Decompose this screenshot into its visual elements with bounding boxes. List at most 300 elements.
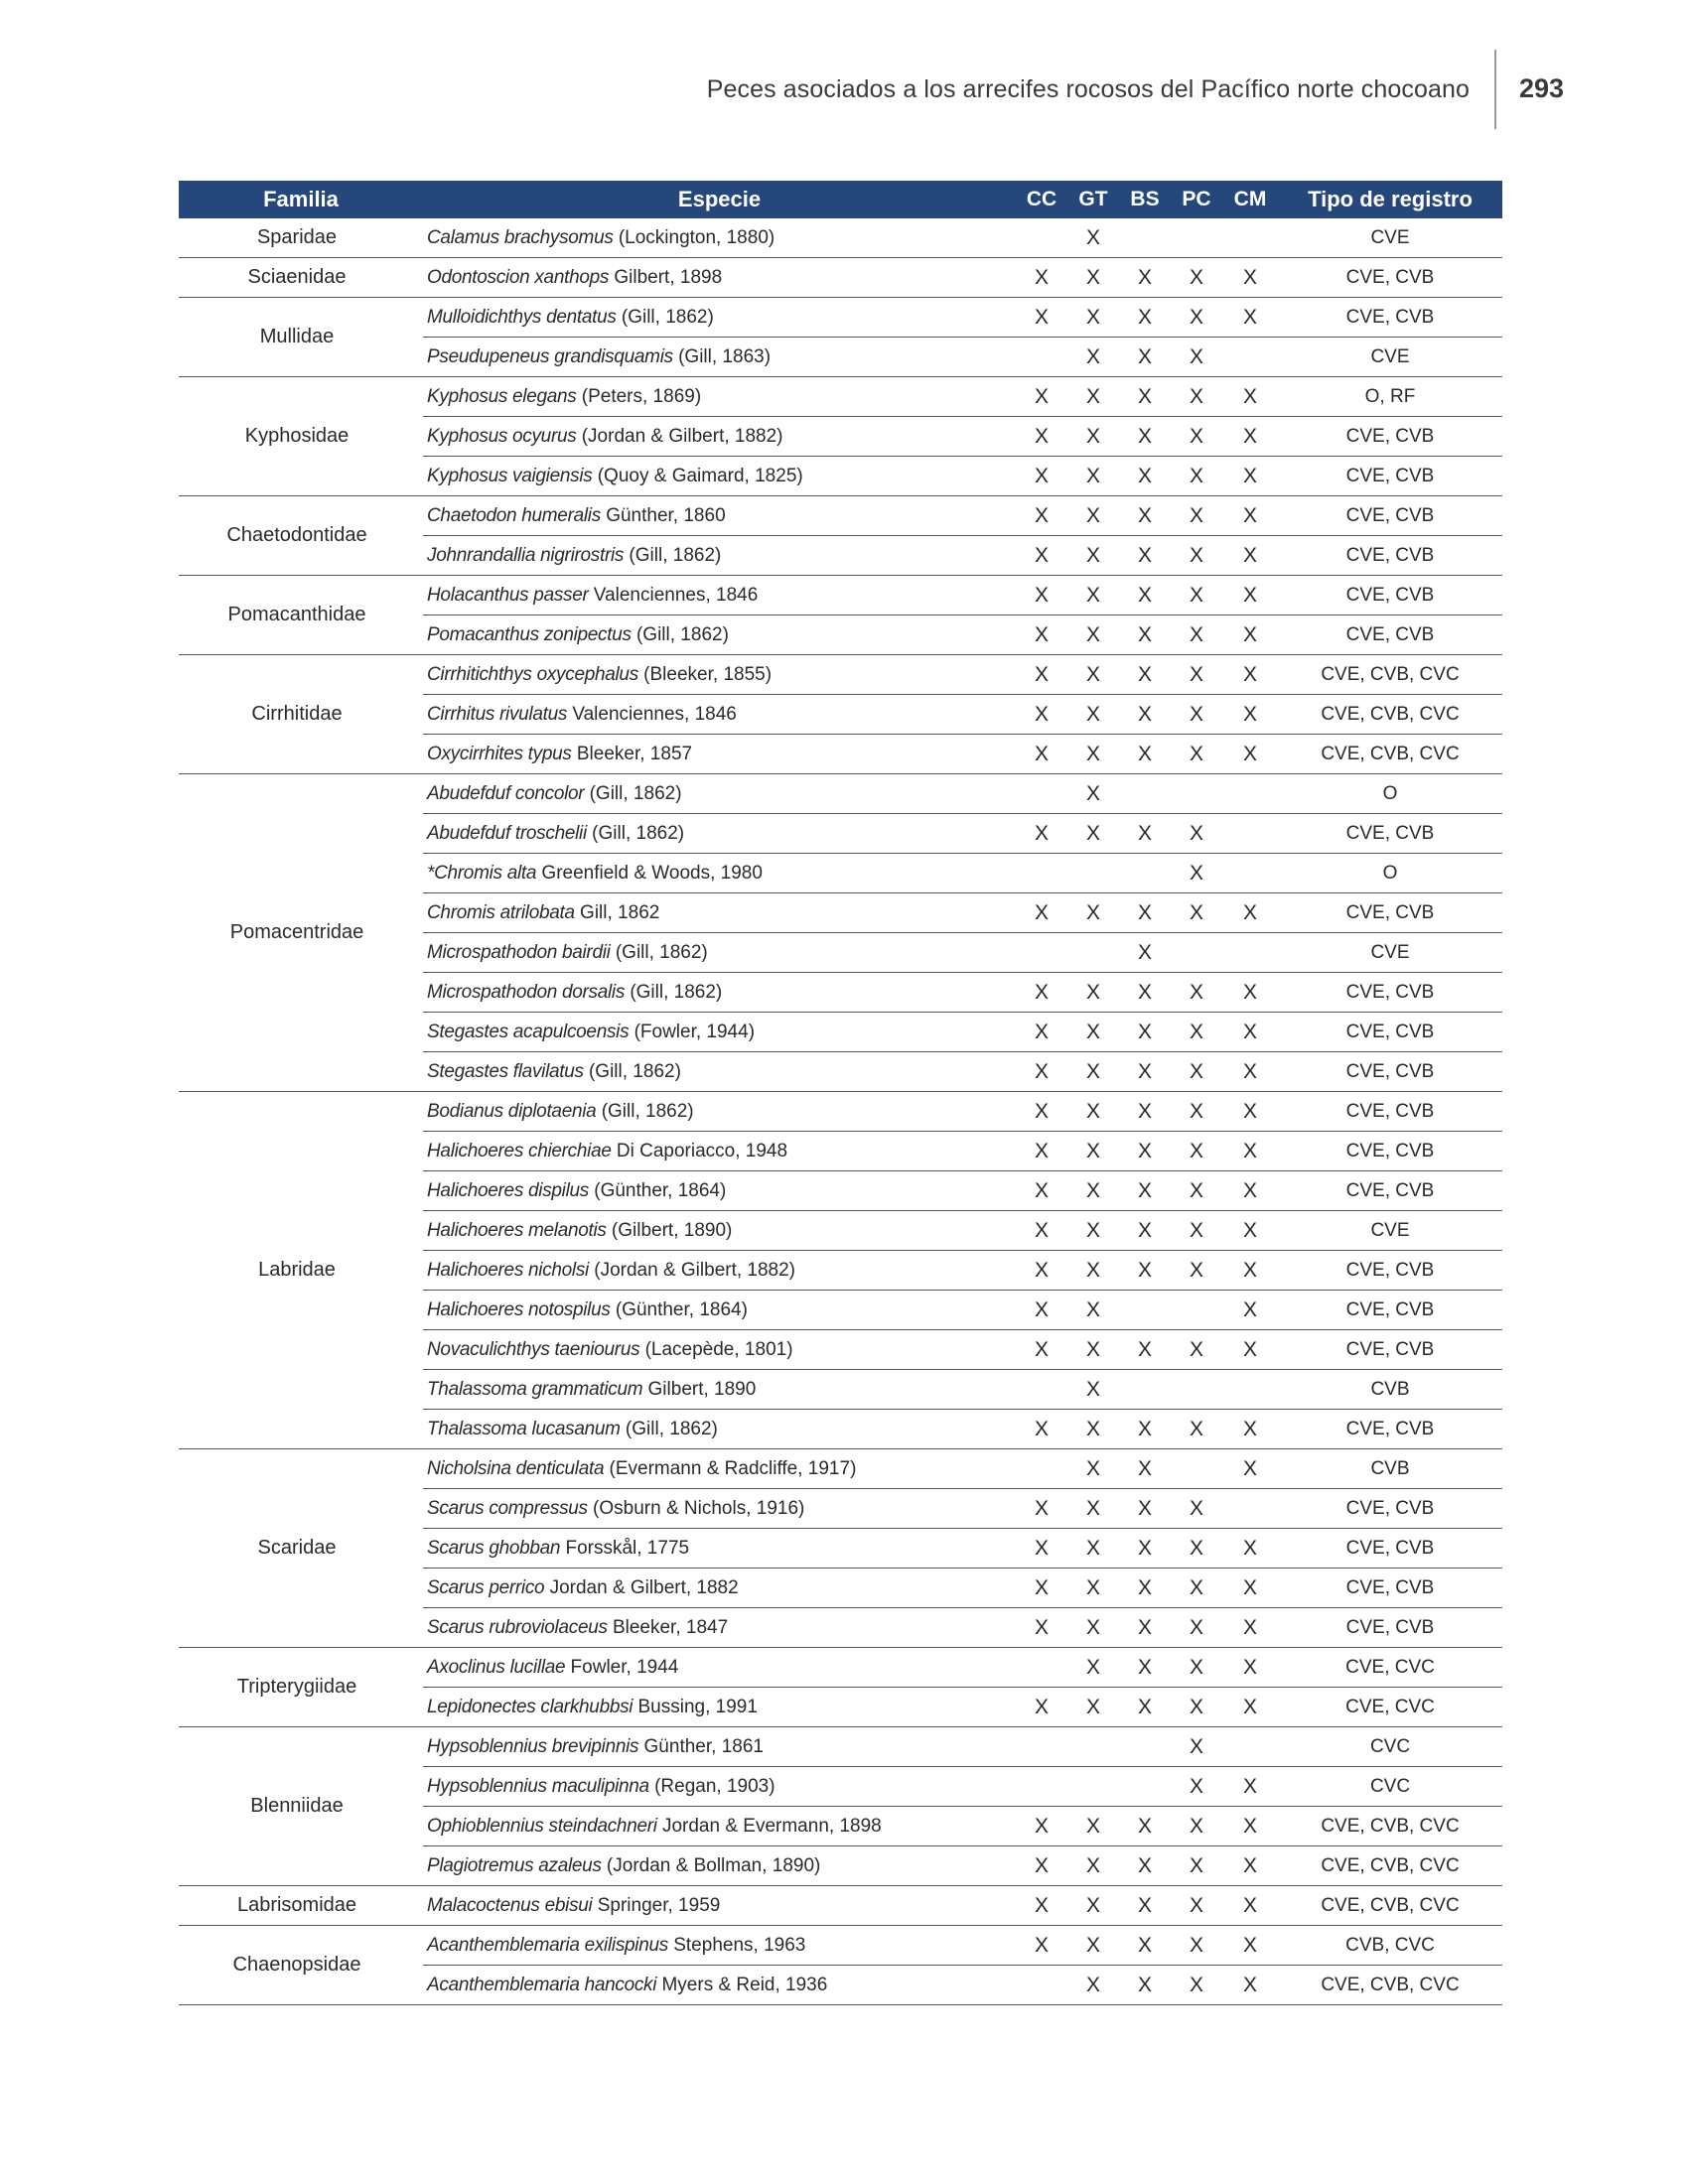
cell-cm: X xyxy=(1242,662,1257,686)
species-name: Halichoeres melanotis xyxy=(427,1219,607,1241)
table-row xyxy=(423,1329,1502,1369)
cell-cc: X xyxy=(1034,702,1049,726)
cell-cc: X xyxy=(1034,1337,1049,1361)
cell-pc: X xyxy=(1189,1814,1203,1838)
family-group xyxy=(179,1727,1502,1886)
family-name: Blenniidae xyxy=(250,1795,344,1817)
cell-cc: X xyxy=(1034,1814,1049,1838)
col-especie: Especie xyxy=(677,187,762,211)
species-cell xyxy=(423,1538,1016,1560)
cell-cc: X xyxy=(1034,1853,1049,1877)
cell-cm: X xyxy=(1242,503,1257,527)
cell-tipo: CVB, CVC xyxy=(1345,1934,1435,1956)
species-cell xyxy=(423,1101,1016,1123)
cell-cm: X xyxy=(1242,464,1257,487)
family-name: Tripterygiidae xyxy=(236,1676,357,1698)
cell-cc: X xyxy=(1034,1297,1049,1321)
table-row xyxy=(423,258,1502,297)
cell-bs: X xyxy=(1137,1417,1152,1440)
species-name: Thalassoma grammaticum xyxy=(427,1378,643,1400)
species-name: Halichoeres notospilus xyxy=(427,1298,611,1320)
cell-gt: X xyxy=(1085,1853,1100,1877)
cell-tipo: CVE, CVB xyxy=(1345,306,1435,328)
species-cell xyxy=(423,1141,1016,1162)
table-row xyxy=(423,337,1502,376)
cell-cc: X xyxy=(1034,1615,1049,1639)
species-name: Acanthemblemaria exilispinus xyxy=(427,1934,668,1956)
table-row xyxy=(423,1250,1502,1290)
cell-cm: X xyxy=(1242,1695,1257,1718)
species-cell xyxy=(423,1220,1016,1242)
cell-gt: X xyxy=(1085,980,1100,1004)
species-author: Valenciennes, 1846 xyxy=(567,703,737,725)
cell-gt: X xyxy=(1085,1377,1100,1401)
species-name: Kyphosus ocyurus xyxy=(427,425,577,447)
species-name: Abudefduf concolor xyxy=(427,782,585,804)
cell-gt: X xyxy=(1085,384,1100,408)
species-author: (Gill, 1862) xyxy=(620,1418,718,1439)
cell-gt: X xyxy=(1085,742,1100,765)
cell-gt: X xyxy=(1085,1020,1100,1043)
cell-pc: X xyxy=(1189,662,1203,686)
species-author: Springer, 1959 xyxy=(592,1894,721,1916)
cell-bs: X xyxy=(1137,1099,1152,1123)
cell-gt: X xyxy=(1085,1417,1100,1440)
cell-cm: X xyxy=(1242,1853,1257,1877)
family-group xyxy=(179,1926,1502,2005)
cell-cm: X xyxy=(1242,1218,1257,1242)
species-cell xyxy=(423,267,1016,289)
cell-tipo: CVE, CVB xyxy=(1345,584,1435,606)
species-name: Cirrhitus rivulatus xyxy=(427,703,568,725)
species-name: Thalassoma lucasanum xyxy=(427,1418,621,1439)
table-row xyxy=(423,218,1502,257)
cell-bs: X xyxy=(1137,662,1152,686)
cell-cm: X xyxy=(1242,980,1257,1004)
cell-bs: X xyxy=(1137,1575,1152,1599)
cell-gt: X xyxy=(1085,225,1100,249)
cell-bs: X xyxy=(1137,1337,1152,1361)
cell-bs: X xyxy=(1137,742,1152,765)
family-name: Sciaenidae xyxy=(247,266,347,288)
cell-cm: X xyxy=(1242,384,1257,408)
cell-gt: X xyxy=(1085,464,1100,487)
cell-bs: X xyxy=(1137,1258,1152,1282)
table-row xyxy=(423,1449,1502,1488)
col-tipo: Tipo de registro xyxy=(1308,187,1473,211)
cell-tipo: CVC xyxy=(1369,1735,1411,1757)
cell-bs: X xyxy=(1137,1853,1152,1877)
species-cell xyxy=(423,346,1016,368)
cell-bs: X xyxy=(1137,1178,1152,1202)
cell-bs: X xyxy=(1137,464,1152,487)
species-author: Fowler, 1944 xyxy=(565,1656,679,1678)
cell-bs: X xyxy=(1137,1973,1152,1996)
cell-gt: X xyxy=(1085,662,1100,686)
cell-cm: X xyxy=(1242,1536,1257,1560)
species-author: (Jordan & Gilbert, 1882) xyxy=(576,425,783,447)
cell-cc: X xyxy=(1034,1059,1049,1083)
cell-tipo: CVE, CVB xyxy=(1345,1576,1435,1598)
species-cell xyxy=(423,1895,1016,1917)
family-name: Cirrhitidae xyxy=(251,703,343,725)
cell-gt: X xyxy=(1085,1893,1100,1917)
table-row xyxy=(423,1210,1502,1250)
cell-cc: X xyxy=(1034,1218,1049,1242)
species-name: Hypsoblennius brevipinnis xyxy=(427,1735,639,1757)
cell-bs: X xyxy=(1137,543,1152,567)
species-author: (Gill, 1862) xyxy=(596,1100,694,1122)
cell-bs: X xyxy=(1137,900,1152,924)
cell-bs: X xyxy=(1137,622,1152,646)
family-group xyxy=(179,258,1502,298)
cell-cm: X xyxy=(1242,1575,1257,1599)
species-name: Pseudupeneus grandisquamis xyxy=(427,345,673,367)
cell-gt: X xyxy=(1085,622,1100,646)
cell-cc: X xyxy=(1034,1139,1049,1162)
table-row xyxy=(423,1886,1502,1925)
cell-gt: X xyxy=(1085,1695,1100,1718)
table-header xyxy=(179,181,1502,218)
cell-pc: X xyxy=(1189,1337,1203,1361)
cell-tipo: CVE, CVB xyxy=(1345,623,1435,645)
cell-tipo: CVE xyxy=(1370,941,1410,963)
cell-pc: X xyxy=(1189,1218,1203,1242)
species-cell xyxy=(423,1299,1016,1321)
cell-pc: X xyxy=(1189,1734,1203,1758)
species-name: Nicholsina denticulata xyxy=(427,1457,605,1479)
cell-gt: X xyxy=(1085,1178,1100,1202)
species-cell xyxy=(423,823,1016,845)
cell-tipo: CVC xyxy=(1369,1775,1411,1797)
cell-tipo: CVE xyxy=(1370,226,1410,248)
cell-pc: X xyxy=(1189,1655,1203,1679)
species-cell xyxy=(423,1498,1016,1520)
species-author: (Gill, 1862) xyxy=(583,1060,681,1082)
cell-tipo: CVE, CVB xyxy=(1345,1259,1435,1281)
cell-cm: X xyxy=(1242,900,1257,924)
species-name: Halichoeres chierchiae xyxy=(427,1140,612,1161)
header-divider xyxy=(1494,50,1496,129)
species-name: Microspathodon dorsalis xyxy=(427,981,626,1003)
col-gt: GT xyxy=(1078,188,1108,210)
cell-cm: X xyxy=(1242,742,1257,765)
species-author: Gilbert, 1890 xyxy=(642,1378,757,1400)
cell-cm: X xyxy=(1242,543,1257,567)
species-cell xyxy=(423,585,1016,607)
cell-bs: X xyxy=(1137,1456,1152,1480)
cell-gt: X xyxy=(1085,583,1100,607)
species-cell xyxy=(423,942,1016,964)
table-row xyxy=(423,1568,1502,1607)
cell-bs: X xyxy=(1137,1496,1152,1520)
table-row xyxy=(423,1012,1502,1051)
family-group xyxy=(179,774,1502,1092)
cell-tipo: CVE, CVB xyxy=(1345,1179,1435,1201)
table-row xyxy=(423,932,1502,972)
species-author: Jordan & Gilbert, 1882 xyxy=(544,1576,739,1598)
species-name: Johnrandallia nigrirostris xyxy=(427,544,625,566)
species-author: Günther, 1861 xyxy=(638,1735,764,1757)
cell-gt: X xyxy=(1085,1615,1100,1639)
cell-tipo: CVE, CVB xyxy=(1345,1537,1435,1559)
cell-tipo: CVE, CVB xyxy=(1345,544,1435,566)
species-name: Oxycirrhites typus xyxy=(427,743,572,764)
species-cell xyxy=(423,624,1016,646)
cell-tipo: CVE xyxy=(1370,1219,1410,1241)
cell-cc: X xyxy=(1034,424,1049,448)
species-cell xyxy=(423,1657,1016,1679)
page-number: 293 xyxy=(1519,73,1565,103)
cell-bs: X xyxy=(1137,940,1152,964)
cell-pc: X xyxy=(1189,265,1203,289)
species-cell xyxy=(423,744,1016,765)
cell-pc: X xyxy=(1189,1258,1203,1282)
table-row xyxy=(423,972,1502,1012)
species-name: Chromis atrilobata xyxy=(427,901,575,923)
cell-bs: X xyxy=(1137,1218,1152,1242)
cell-tipo: CVE xyxy=(1370,345,1410,367)
family-group xyxy=(179,218,1502,258)
species-name: Stegastes acapulcoensis xyxy=(427,1021,630,1042)
species-name: Calamus brachysomus xyxy=(427,226,614,248)
family-name: Labrisomidae xyxy=(236,1894,357,1916)
cell-bs: X xyxy=(1137,1893,1152,1917)
table-row xyxy=(423,496,1502,535)
cell-cm: X xyxy=(1242,1893,1257,1917)
cell-gt: X xyxy=(1085,781,1100,805)
species-author: Bleeker, 1857 xyxy=(571,743,693,764)
cell-bs: X xyxy=(1137,424,1152,448)
cell-gt: X xyxy=(1085,344,1100,368)
species-name: Scarus perrico xyxy=(427,1576,545,1598)
cell-tipo: CVE, CVB xyxy=(1345,822,1435,844)
cell-gt: X xyxy=(1085,1337,1100,1361)
running-title: Peces asociados a los arrecifes rocosos del Pacífico norte chocoano xyxy=(706,75,1470,103)
cell-tipo: CVE, CVB xyxy=(1345,425,1435,447)
species-name: Pomacanthus zonipectus xyxy=(427,623,632,645)
cell-gt: X xyxy=(1085,305,1100,329)
family-name: Mullidae xyxy=(259,326,335,347)
species-table xyxy=(179,181,1502,2005)
table-row xyxy=(423,1488,1502,1528)
cell-pc: X xyxy=(1189,1853,1203,1877)
cell-cc: X xyxy=(1034,384,1049,408)
table-row xyxy=(423,1687,1502,1726)
species-cell xyxy=(423,227,1016,249)
cell-gt: X xyxy=(1085,900,1100,924)
species-author: (Quoy & Gaimard, 1825) xyxy=(592,465,803,486)
table-row xyxy=(423,1409,1502,1448)
species-author: Stephens, 1963 xyxy=(667,1934,806,1956)
species-name: Axoclinus lucillae xyxy=(427,1656,566,1678)
cell-tipo: CVE, CVB xyxy=(1345,981,1435,1003)
species-cell xyxy=(423,1577,1016,1599)
cell-cc: X xyxy=(1034,1893,1049,1917)
cell-tipo: CVE, CVB xyxy=(1345,1060,1435,1082)
cell-cm: X xyxy=(1242,1059,1257,1083)
cell-gt: X xyxy=(1085,1496,1100,1520)
species-name: Plagiotremus azaleus xyxy=(427,1854,602,1876)
cell-gt: X xyxy=(1085,265,1100,289)
cell-gt: X xyxy=(1085,821,1100,845)
cell-cc: X xyxy=(1034,1417,1049,1440)
table-row xyxy=(423,1845,1502,1885)
species-cell xyxy=(423,902,1016,924)
cell-pc: X xyxy=(1189,424,1203,448)
cell-gt: X xyxy=(1085,1933,1100,1957)
table-row xyxy=(423,774,1502,813)
cell-cc: X xyxy=(1034,622,1049,646)
cell-cm: X xyxy=(1242,1258,1257,1282)
cell-cc: X xyxy=(1034,583,1049,607)
species-author: (Gill, 1862) xyxy=(610,941,708,963)
species-author: (Lacepède, 1801) xyxy=(639,1338,793,1360)
species-author: (Gill, 1862) xyxy=(624,544,722,566)
family-group xyxy=(179,1449,1502,1648)
species-author: (Gilbert, 1890) xyxy=(606,1219,733,1241)
species-cell xyxy=(423,1061,1016,1083)
table-row xyxy=(423,1926,1502,1965)
cell-tipo: CVE, CVB xyxy=(1345,1021,1435,1042)
cell-tipo: CVE, CVB, CVC xyxy=(1321,1974,1460,1995)
table-row xyxy=(423,892,1502,932)
species-name: Mulloidichthys dentatus xyxy=(427,306,617,328)
table-row xyxy=(423,1369,1502,1409)
species-author: (Jordan & Gilbert, 1882) xyxy=(588,1259,796,1281)
cell-cm: X xyxy=(1242,305,1257,329)
cell-cm: X xyxy=(1242,702,1257,726)
species-cell xyxy=(423,1697,1016,1718)
species-author: (Bleeker, 1855) xyxy=(637,663,773,685)
cell-cc: X xyxy=(1034,1695,1049,1718)
cell-bs: X xyxy=(1137,980,1152,1004)
table-row xyxy=(423,576,1502,614)
cell-pc: X xyxy=(1189,583,1203,607)
cell-tipo: CVE, CVB xyxy=(1345,1418,1435,1439)
table-row xyxy=(423,1727,1502,1766)
table-row xyxy=(423,377,1502,416)
species-author: (Gill, 1862) xyxy=(584,782,682,804)
cell-tipo: CVE, CVB xyxy=(1345,465,1435,486)
species-name: Kyphosus elegans xyxy=(427,385,577,407)
cell-gt: X xyxy=(1085,1258,1100,1282)
cell-bs: X xyxy=(1137,1139,1152,1162)
species-name: Ophioblennius steindachneri xyxy=(427,1815,657,1837)
cell-cm: X xyxy=(1242,1774,1257,1798)
table-row xyxy=(423,1131,1502,1170)
species-author: (Gill, 1862) xyxy=(625,981,723,1003)
species-name: Halichoeres nicholsi xyxy=(427,1259,589,1281)
cell-pc: X xyxy=(1189,821,1203,845)
cell-tipo: CVB xyxy=(1370,1378,1410,1400)
species-author: Valenciennes, 1846 xyxy=(588,584,759,606)
col-bs: BS xyxy=(1130,188,1160,210)
family-name: Pomacanthidae xyxy=(227,604,366,625)
species-cell xyxy=(423,1617,1016,1639)
cell-tipo: CVE, CVB, CVC xyxy=(1321,1894,1460,1916)
cell-cm: X xyxy=(1242,1655,1257,1679)
species-name: Kyphosus vaigiensis xyxy=(427,465,593,486)
cell-pc: X xyxy=(1189,1139,1203,1162)
species-cell xyxy=(423,426,1016,448)
cell-pc: X xyxy=(1189,464,1203,487)
cell-pc: X xyxy=(1189,543,1203,567)
cell-tipo: CVB xyxy=(1370,1457,1410,1479)
cell-cc: X xyxy=(1034,1258,1049,1282)
table-row xyxy=(423,813,1502,853)
cell-pc: X xyxy=(1189,1417,1203,1440)
cell-pc: X xyxy=(1189,384,1203,408)
cell-cc: X xyxy=(1034,1575,1049,1599)
table-row xyxy=(423,1965,1502,2004)
species-author: (Günther, 1864) xyxy=(588,1179,727,1201)
cell-gt: X xyxy=(1085,1059,1100,1083)
table-row xyxy=(423,1290,1502,1329)
family-name: Chaetodontidae xyxy=(226,524,367,546)
cell-gt: X xyxy=(1085,1297,1100,1321)
cell-tipo: CVE, CVB xyxy=(1345,1140,1435,1161)
cell-tipo: CVE, CVC xyxy=(1345,1656,1435,1678)
species-name: Malacoctenus ebisui xyxy=(427,1894,593,1916)
species-name: Chaetodon humeralis xyxy=(427,504,601,526)
cell-tipo: CVE, CVB, CVC xyxy=(1321,663,1460,685)
species-cell xyxy=(423,1180,1016,1202)
cell-cc: X xyxy=(1034,265,1049,289)
cell-pc: X xyxy=(1189,742,1203,765)
cell-pc: X xyxy=(1189,1774,1203,1798)
cell-cc: X xyxy=(1034,1933,1049,1957)
cell-pc: X xyxy=(1189,861,1203,885)
species-author: (Gill, 1862) xyxy=(631,623,729,645)
cell-tipo: CVE, CVB, CVC xyxy=(1321,1854,1460,1876)
cell-cm: X xyxy=(1242,1973,1257,1996)
cell-pc: X xyxy=(1189,622,1203,646)
cell-pc: X xyxy=(1189,503,1203,527)
species-author: Bleeker, 1847 xyxy=(607,1616,729,1638)
table-row xyxy=(423,416,1502,456)
family-name: Sparidae xyxy=(256,226,338,248)
cell-tipo: CVE, CVB xyxy=(1345,1616,1435,1638)
family-group xyxy=(179,576,1502,655)
cell-cm: X xyxy=(1242,1814,1257,1838)
cell-cm: X xyxy=(1242,265,1257,289)
cell-gt: X xyxy=(1085,1456,1100,1480)
cell-bs: X xyxy=(1137,583,1152,607)
species-cell xyxy=(423,1022,1016,1043)
cell-pc: X xyxy=(1189,305,1203,329)
species-name: Scarus ghobban xyxy=(427,1537,561,1559)
cell-cc: X xyxy=(1034,662,1049,686)
species-cell xyxy=(423,664,1016,686)
species-cell xyxy=(423,863,1016,885)
cell-tipo: CVE, CVB xyxy=(1345,901,1435,923)
cell-cm: X xyxy=(1242,622,1257,646)
cell-pc: X xyxy=(1189,344,1203,368)
cell-gt: X xyxy=(1085,702,1100,726)
cell-cc: X xyxy=(1034,1020,1049,1043)
species-name: Scarus compressus xyxy=(427,1497,588,1519)
family-group xyxy=(179,496,1502,576)
cell-pc: X xyxy=(1189,1020,1203,1043)
cell-bs: X xyxy=(1137,1814,1152,1838)
cell-bs: X xyxy=(1137,702,1152,726)
cell-tipo: CVE, CVB, CVC xyxy=(1321,1815,1460,1837)
family-name: Pomacentridae xyxy=(229,921,364,943)
species-name: Lepidonectes clarkhubbsi xyxy=(427,1696,633,1717)
family-group xyxy=(179,1886,1502,1926)
cell-pc: X xyxy=(1189,980,1203,1004)
